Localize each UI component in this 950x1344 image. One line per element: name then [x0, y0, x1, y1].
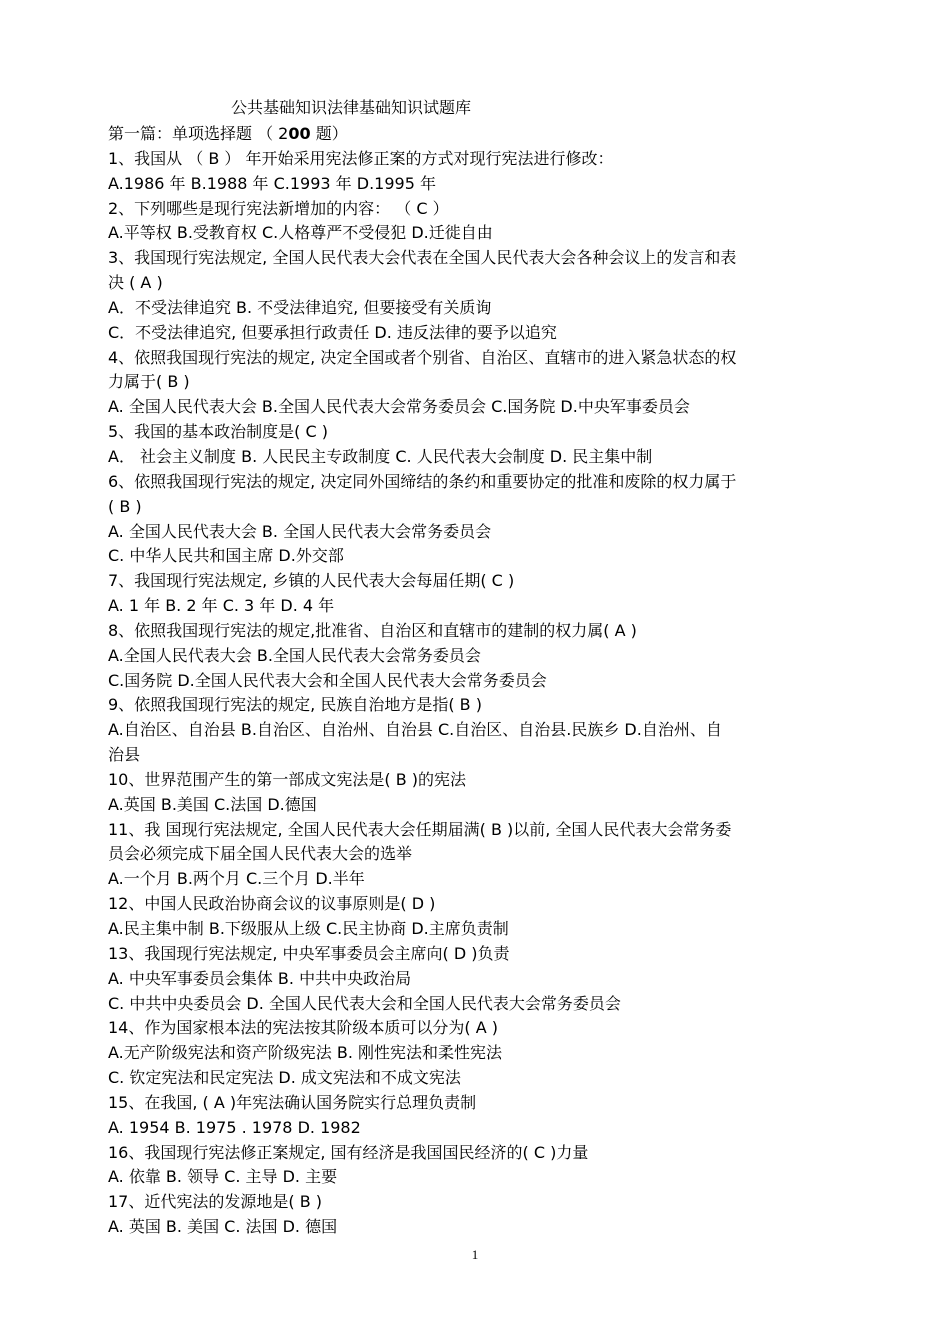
text-line: 15、在我国, ( A )年宪法确认国务院实行总理负责制: [108, 1092, 477, 1112]
text-line: A.自治区、自治县 B.自治区、自治州、自治县 C.自治区、自治县.民族乡 D.自治州、自: [108, 720, 722, 740]
section-heading: [108, 122, 773, 147]
text-line: C. 钦定宪法和民定宪法 D. 成文宪法和不成文宪法: [108, 1068, 461, 1088]
text-line: A.民主集中制 B.下级服从上级 C.民主协商 D.主席负责制: [108, 919, 509, 938]
text-line: 7、我国现行宪法规定, 乡镇的人民代表大会每届任期( C ): [108, 571, 515, 591]
text-line: A. 1 年 B. 2 年 C. 3 年 D. 4 年: [108, 596, 335, 616]
text-line: 4、依照我国现行宪法的规定, 决定全国或者个别省、自治区、直辖市的进入紧急状态的权: [108, 347, 737, 367]
text-line: 16、我国现行宪法修正案规定, 国有经济是我国国民经济的( C )力量: [108, 1142, 589, 1162]
text-line: 14、作为国家根本法的宪法按其阶级本质可以分为( A ): [108, 1018, 498, 1038]
text-line: 8、依照我国现行宪法的规定,批准省、自治区和直辖市的建制的权力属( A ): [108, 620, 637, 640]
text-line: 5、我国的基本政治制度是( C ): [108, 422, 329, 442]
text-line: A. 中央军事委员会集体 B. 中共中央政治局: [108, 968, 412, 988]
text-line: 力属于( B ): [108, 372, 190, 392]
text-line: A.无产阶级宪法和资产阶级宪法 B. 刚性宪法和柔性宪法: [108, 1043, 502, 1063]
text-line: A.平等权 B.受教育权 C.人格尊严不受侵犯 D.迁徙自由: [108, 223, 493, 243]
text-line: 9、依照我国现行宪法的规定, 民族自治地方是指( B ): [108, 695, 482, 715]
text-line: A.全国人民代表大会 B.全国人民代表大会常务委员会: [108, 645, 481, 665]
text-line: A. 依靠 B. 领导 C. 主导 D. 主要: [108, 1167, 338, 1187]
text-line: 2、下列哪些是现行宪法新增加的内容： （ C ）: [108, 198, 449, 218]
text-line: 3、我国现行宪法规定, 全国人民代表大会代表在全国人民代表大会各种会议上的发言和表: [108, 248, 737, 268]
text-line: 13、我国现行宪法规定, 中央军事委员会主席向( D )负责: [108, 943, 510, 963]
text-line: 决 ( A ): [108, 273, 163, 293]
text-line: A. 全国人民代表大会 B.全国人民代表大会常务委员会 C.国务院 D.中央军事委员会: [108, 397, 690, 417]
text-line: A． 社会主义制度 B. 人民民主专政制度 C. 人民代表大会制度 D. 民主集中制: [108, 446, 653, 466]
text-line: A.1986 年 B.1988 年 C.1993 年 D.1995 年: [108, 173, 436, 193]
text-line: C．不受法律追究, 但要承担行政责任 D. 违反法律的要予以追究: [108, 322, 557, 342]
text-line: 员会必须完成下届全国人民代表大会的选举: [108, 844, 413, 864]
text-line: A. 1954 B. 1975 . 1978 D. 1982: [108, 1117, 361, 1137]
text-line: 12、中国人民政治协商会议的议事原则是( D ): [108, 894, 436, 914]
text-line: C. 中共中央委员会 D. 全国人民代表大会和全国人民代表大会常务委员会: [108, 993, 621, 1013]
section-heading-count: 00: [288, 124, 311, 143]
document-title: 公共基础知识法律基础知识试题库: [231, 98, 472, 117]
page-number: 1: [471, 1247, 479, 1262]
text-line: 治县: [108, 745, 141, 765]
text-line: C.国务院 D.全国人民代表大会和全国人民代表大会常务委员会: [108, 670, 547, 690]
text-line: 1、我国从 （ B ） 年开始采用宪法修正案的方式对现行宪法进行修改：: [108, 148, 614, 168]
text-line: A.一个月 B.两个月 C.三个月 D.半年: [108, 869, 365, 889]
section-heading-suffix: 题）: [310, 124, 348, 143]
text-line: ( B ): [108, 496, 142, 516]
text-line: 17、近代宪法的发源地是( B ): [108, 1192, 322, 1212]
text-line: A．不受法律追究 B. 不受法律追究, 但要接受有关质询: [108, 297, 492, 317]
text-line: 11、我 国现行宪法规定, 全国人民代表大会任期届满( B )以前, 全国人民代表大会常务委: [108, 819, 732, 839]
text-line: A. 全国人民代表大会 B. 全国人民代表大会常务委员会: [108, 521, 492, 541]
text-line: A. 英国 B. 美国 C. 法国 D. 德国: [108, 1217, 338, 1237]
text-line: C. 中华人民共和国主席 D.外交部: [108, 546, 344, 566]
section-heading-prefix: 第一篇：单项选择题 （ 2: [108, 124, 289, 143]
text-line: A.英国 B.美国 C.法国 D.德国: [108, 794, 317, 814]
text-line: 10、世界范围产生的第一部成文宪法是( B )的宪法: [108, 769, 466, 789]
question-list: [108, 122, 773, 1240]
text-line: 6、依照我国现行宪法的规定, 决定同外国缔结的条约和重要协定的批准和废除的权力属于: [108, 471, 737, 491]
